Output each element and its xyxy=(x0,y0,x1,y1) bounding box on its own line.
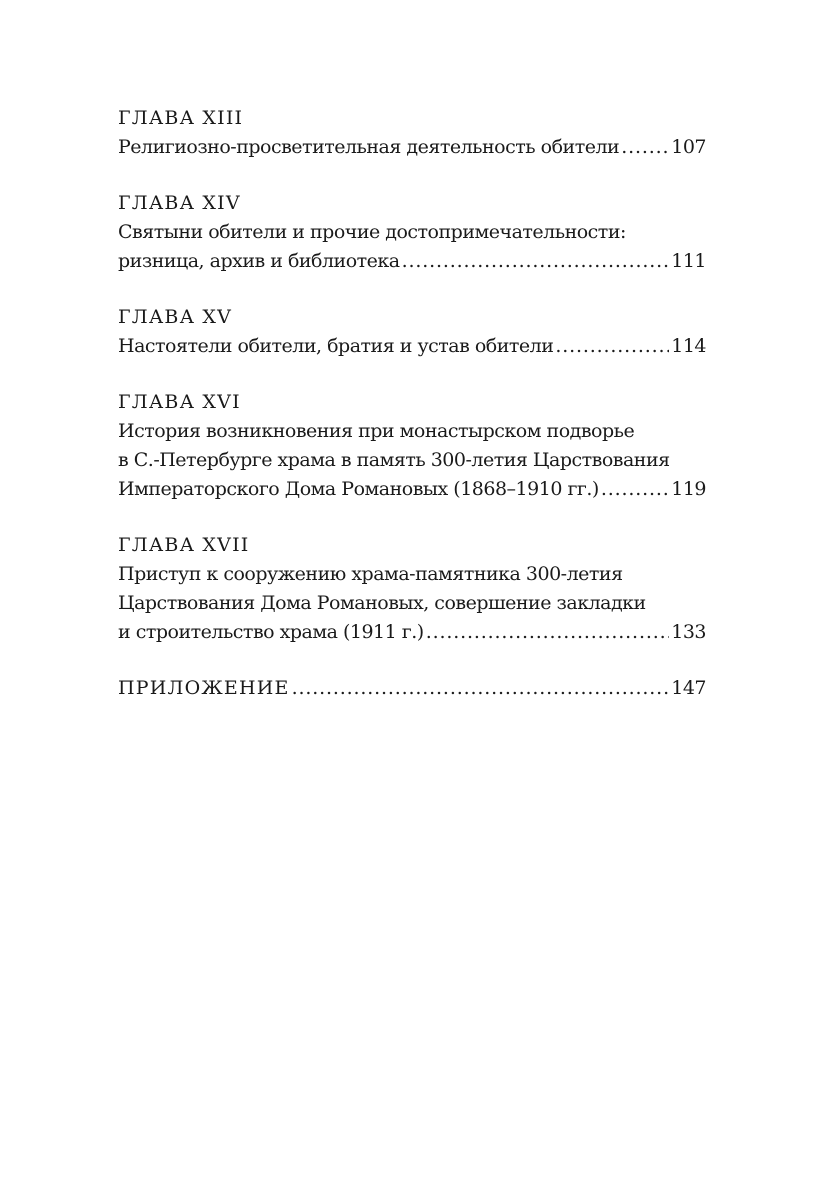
toc-appendix xyxy=(118,674,706,703)
page-number: 111 xyxy=(671,250,706,272)
toc-entry-link[interactable] xyxy=(118,618,706,647)
toc-chapter-17 xyxy=(118,531,706,647)
chapter-title: Настоятели обители, братия и устав обители xyxy=(118,335,554,357)
toc-entry-link[interactable] xyxy=(118,674,706,703)
toc-chapter-14 xyxy=(118,189,706,276)
dot-leader xyxy=(426,618,670,647)
toc-chapter-13 xyxy=(118,104,706,162)
chapter-title-line: История возникновения при монастырском подворье xyxy=(118,420,635,442)
toc-entry-link[interactable] xyxy=(118,332,706,361)
dot-leader xyxy=(601,475,669,504)
table-of-contents xyxy=(118,104,706,730)
dot-leader xyxy=(402,247,670,276)
page-number: 133 xyxy=(671,621,706,643)
toc-entry-link[interactable] xyxy=(118,133,706,162)
chapter-title-line: в С.-Петербурге храма в память 300-летия Царствования xyxy=(118,449,670,471)
chapter-heading: ГЛАВА XVI xyxy=(118,391,241,413)
toc-chapter-16 xyxy=(118,388,706,504)
dot-leader xyxy=(292,674,670,703)
chapter-title-line: Приступ к сооружению храма-памятника 300-летия xyxy=(118,563,623,585)
chapter-title: Императорского Дома Романовых (1868–1910 гг.) xyxy=(118,478,599,500)
toc-entry-link[interactable] xyxy=(118,475,706,504)
toc-chapter-15 xyxy=(118,303,706,361)
page-number: 147 xyxy=(671,677,706,699)
toc-entry-link[interactable] xyxy=(118,247,706,276)
appendix-title: ПРИЛОЖЕНИЕ xyxy=(118,677,290,699)
dot-leader xyxy=(555,332,669,361)
chapter-heading: ГЛАВА XIII xyxy=(118,107,244,129)
chapter-heading: ГЛАВА XV xyxy=(118,306,233,328)
chapter-title: ризница, архив и библиотека xyxy=(118,250,400,272)
chapter-title: и строительство храма (1911 г.) xyxy=(118,621,424,643)
chapter-title: Религиозно-просветительная деятельность обители xyxy=(118,136,620,158)
page-number: 119 xyxy=(671,478,706,500)
page-number: 107 xyxy=(671,136,706,158)
chapter-title-line: Царствования Дома Романовых, совершение закладки xyxy=(118,592,646,614)
chapter-title-line: Святыни обители и прочие достопримечательности: xyxy=(118,221,626,243)
chapter-heading: ГЛАВА XVII xyxy=(118,534,250,556)
dot-leader xyxy=(621,133,669,162)
page-number: 114 xyxy=(671,335,706,357)
chapter-heading: ГЛАВА XIV xyxy=(118,192,241,214)
